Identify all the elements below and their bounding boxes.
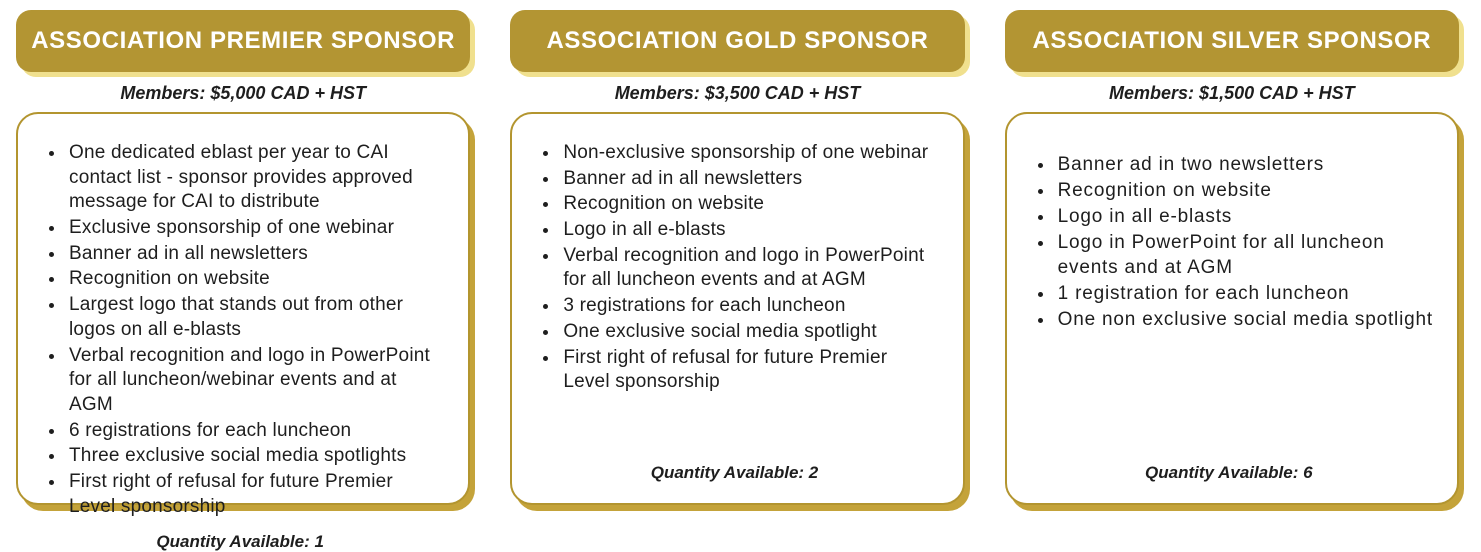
premier-quantity-available: Quantity Available: 1: [156, 532, 324, 552]
gold-benefits-list: [530, 141, 938, 396]
benefit-item: • First right of refusal for future Premier Level sponsorship: [560, 346, 938, 395]
premier-benefits-card: [16, 112, 470, 552]
silver-member-price: Members: $1,500 CAD + HST: [1109, 83, 1355, 103]
benefit-item: • Recognition on website: [560, 192, 938, 217]
benefit-item: • 6 registrations for each luncheon: [66, 419, 444, 444]
benefit-item: • Banner ad in all newsletters: [560, 167, 938, 192]
silver-quantity-available: Quantity Available: 6: [1145, 463, 1313, 482]
benefit-item: • Verbal recognition and logo in PowerPoint for all luncheon events and at AGM: [560, 244, 938, 293]
benefit-item: • 3 registrations for each luncheon: [560, 294, 938, 319]
benefit-item: • Three exclusive social media spotlights: [66, 444, 444, 469]
benefit-item: • One exclusive social media spotlight: [560, 320, 938, 345]
silver-benefits-card: [1005, 112, 1459, 505]
benefit-item: • Logo in PowerPoint for all luncheon events and at AGM: [1055, 230, 1433, 280]
benefit-item: • Exclusive sponsorship of one webinar: [66, 216, 444, 241]
benefit-item: • Recognition on website: [66, 267, 444, 292]
benefit-item: • 1 registration for each luncheon: [1055, 281, 1433, 306]
benefit-item: • Largest logo that stands out from other logos on all e-blasts: [66, 293, 444, 342]
benefit-item: • Verbal recognition and logo in PowerPoint for all luncheon/webinar events and at AGM: [66, 344, 444, 418]
benefit-item: • Logo in all e-blasts: [560, 218, 938, 243]
premier-tier-title: ASSOCIATION PREMIER SPONSOR: [31, 27, 456, 54]
silver-tier-banner: [1005, 10, 1459, 72]
benefit-item: • First right of refusal for future Premier Level sponsorship: [66, 470, 444, 519]
benefit-item: • One non exclusive social media spotlight: [1055, 307, 1433, 332]
premier-member-price: Members: $5,000 CAD + HST: [120, 83, 366, 103]
gold-member-price: Members: $3,500 CAD + HST: [614, 83, 861, 103]
benefit-item: • Banner ad in all newsletters: [66, 242, 444, 267]
premier-tier-banner: [16, 10, 470, 72]
gold-quantity-available: Quantity Available: 2: [650, 463, 819, 482]
gold-sponsor-column: [510, 10, 964, 505]
benefit-item: • Non-exclusive sponsorship of one webinar: [560, 141, 938, 166]
gold-tier-banner: [510, 10, 964, 72]
benefit-item: • Banner ad in two newsletters: [1055, 152, 1433, 177]
benefit-item: • Recognition on website: [1055, 178, 1433, 203]
gold-benefits-card: [510, 112, 964, 505]
benefit-item: • Logo in all e-blasts: [1055, 204, 1433, 229]
benefit-item: • One dedicated eblast per year to CAI contact list - sponsor provides approved message for CAI to distribute: [66, 141, 444, 215]
silver-tier-title: ASSOCIATION SILVER SPONSOR: [1032, 27, 1432, 54]
premier-benefits-list: [36, 141, 444, 520]
gold-tier-title: ASSOCIATION GOLD SPONSOR: [546, 27, 929, 54]
premier-sponsor-column: [16, 10, 470, 552]
silver-sponsor-column: [1005, 10, 1459, 505]
silver-benefits-list: [1025, 152, 1433, 334]
